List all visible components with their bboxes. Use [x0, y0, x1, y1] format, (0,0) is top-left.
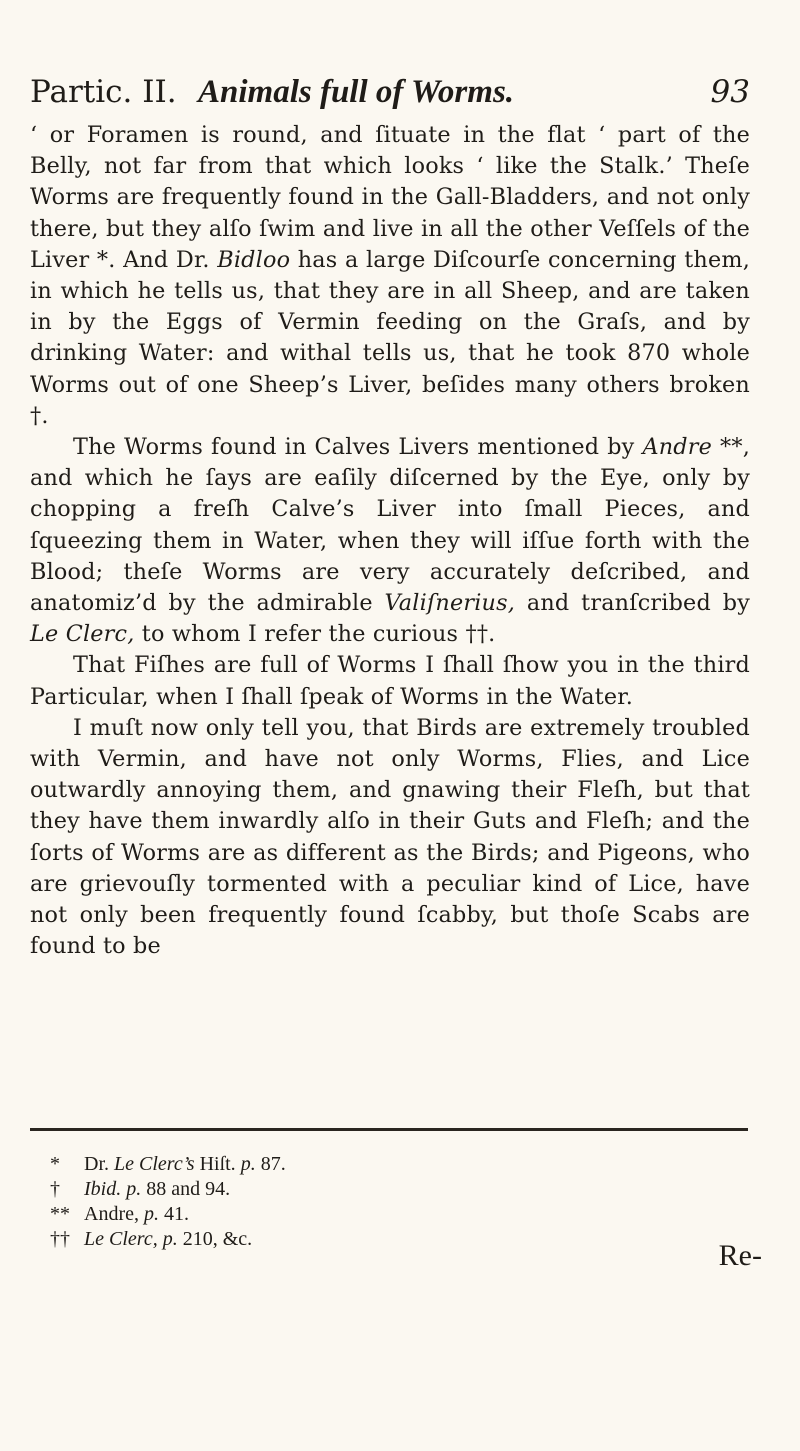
- footnote-segment: 88 and 94.: [141, 1178, 231, 1200]
- footnote: [50, 1227, 750, 1252]
- footnote-segment: 210, &c.: [177, 1228, 253, 1250]
- text-segment: Andre: [642, 434, 713, 461]
- text-segment: Valiſnerius,: [384, 590, 516, 617]
- text-segment: to whom I refer the curious ††.: [134, 621, 496, 648]
- paragraph: [30, 650, 750, 712]
- running-header: [30, 74, 750, 114]
- running-title: Animals full of Worms.: [198, 74, 515, 110]
- text-segment: That Fiſhes are full of Worms I ſhall ſhow you in the third Particular, when I ſhall ſpeak of Worms in the Water.: [30, 652, 750, 710]
- text-segment: The Worms found in Calves Livers mentioned by: [73, 434, 643, 461]
- paragraph: [30, 120, 750, 432]
- text-segment: Bidloo: [217, 246, 291, 273]
- footnote: [50, 1202, 750, 1227]
- body-text: [30, 120, 750, 962]
- footnote-segment: p.: [240, 1153, 256, 1175]
- footnote-mark: ††: [50, 1228, 70, 1250]
- paragraph: [30, 432, 750, 650]
- footnote-segment: Hiſt.: [194, 1153, 241, 1175]
- section-label: Partic. II.: [30, 74, 177, 110]
- text-segment: ‘ or Foramen is round, and ſituate in the flat ‘ part of the Belly, not far from that which looks ‘ like the Stalk.’ Theſe Worms are frequently found in the Gall-Bladders, and not only there, but they alſo ſwim and live in all the other Veſſels of the Liver *. And Dr.: [30, 122, 750, 273]
- footnotes: [50, 1152, 750, 1252]
- footnote-segment: 41.: [158, 1203, 189, 1225]
- text-segment: **, and which he ſays are eaſily diſcerned by the Eye, only by chopping a freſh Calve’s Liver into ſmall Pieces, and ſqueezing them in Water, when they will iſſue forth with the Blood; theſe Worms are very accurately deſcribed, and anatomiz’d by the admirable: [30, 434, 750, 617]
- footnote-segment: Le Clerc, p.: [84, 1228, 178, 1250]
- footnote-segment: Andre,: [84, 1203, 144, 1225]
- text-segment: has a large Diſcourſe concerning them, in which he tells us, that they are in all Sheep, and are taken in by the Eggs of Vermin feeding on the Graſs, and by drinking Water: and withal tells us, that he took 870 whole Worms out of one Sheep’s Liver, beſides many others broken †.: [30, 246, 750, 429]
- footnote-mark: *: [50, 1153, 60, 1175]
- footnote-mark: †: [50, 1178, 60, 1200]
- footnote: [50, 1177, 750, 1202]
- footnote-segment: Le Clerc’s: [114, 1153, 195, 1175]
- text-segment: Le Clerc,: [30, 621, 135, 648]
- text-segment: I muſt now only tell you, that Birds are extremely troubled with Vermin, and have not only Worms, Flies, and Lice outwardly annoying them, and gnawing their Fleſh, but that they have them inwardly alſo in their Guts and Fleſh; and the ſorts of Worms are as different as the Birds; and Pigeons, who are grievouſly tormented with a peculiar kind of Lice, have not only been frequently found ſcabby, but thoſe Scabs are found to be: [30, 714, 750, 960]
- footnote-segment: 87.: [255, 1153, 286, 1175]
- footnote-rule: [30, 1128, 748, 1131]
- footnote-segment: Ibid. p.: [84, 1178, 142, 1200]
- footnote-mark: **: [50, 1203, 70, 1225]
- footnote-segment: p.: [143, 1203, 159, 1225]
- catchword: Re-: [718, 1239, 762, 1272]
- footnote: [50, 1152, 750, 1177]
- paragraph: [30, 713, 750, 963]
- footnote-segment: Dr.: [84, 1153, 114, 1175]
- text-segment: and tranſcribed by: [515, 590, 750, 617]
- page-number: 93: [710, 74, 750, 110]
